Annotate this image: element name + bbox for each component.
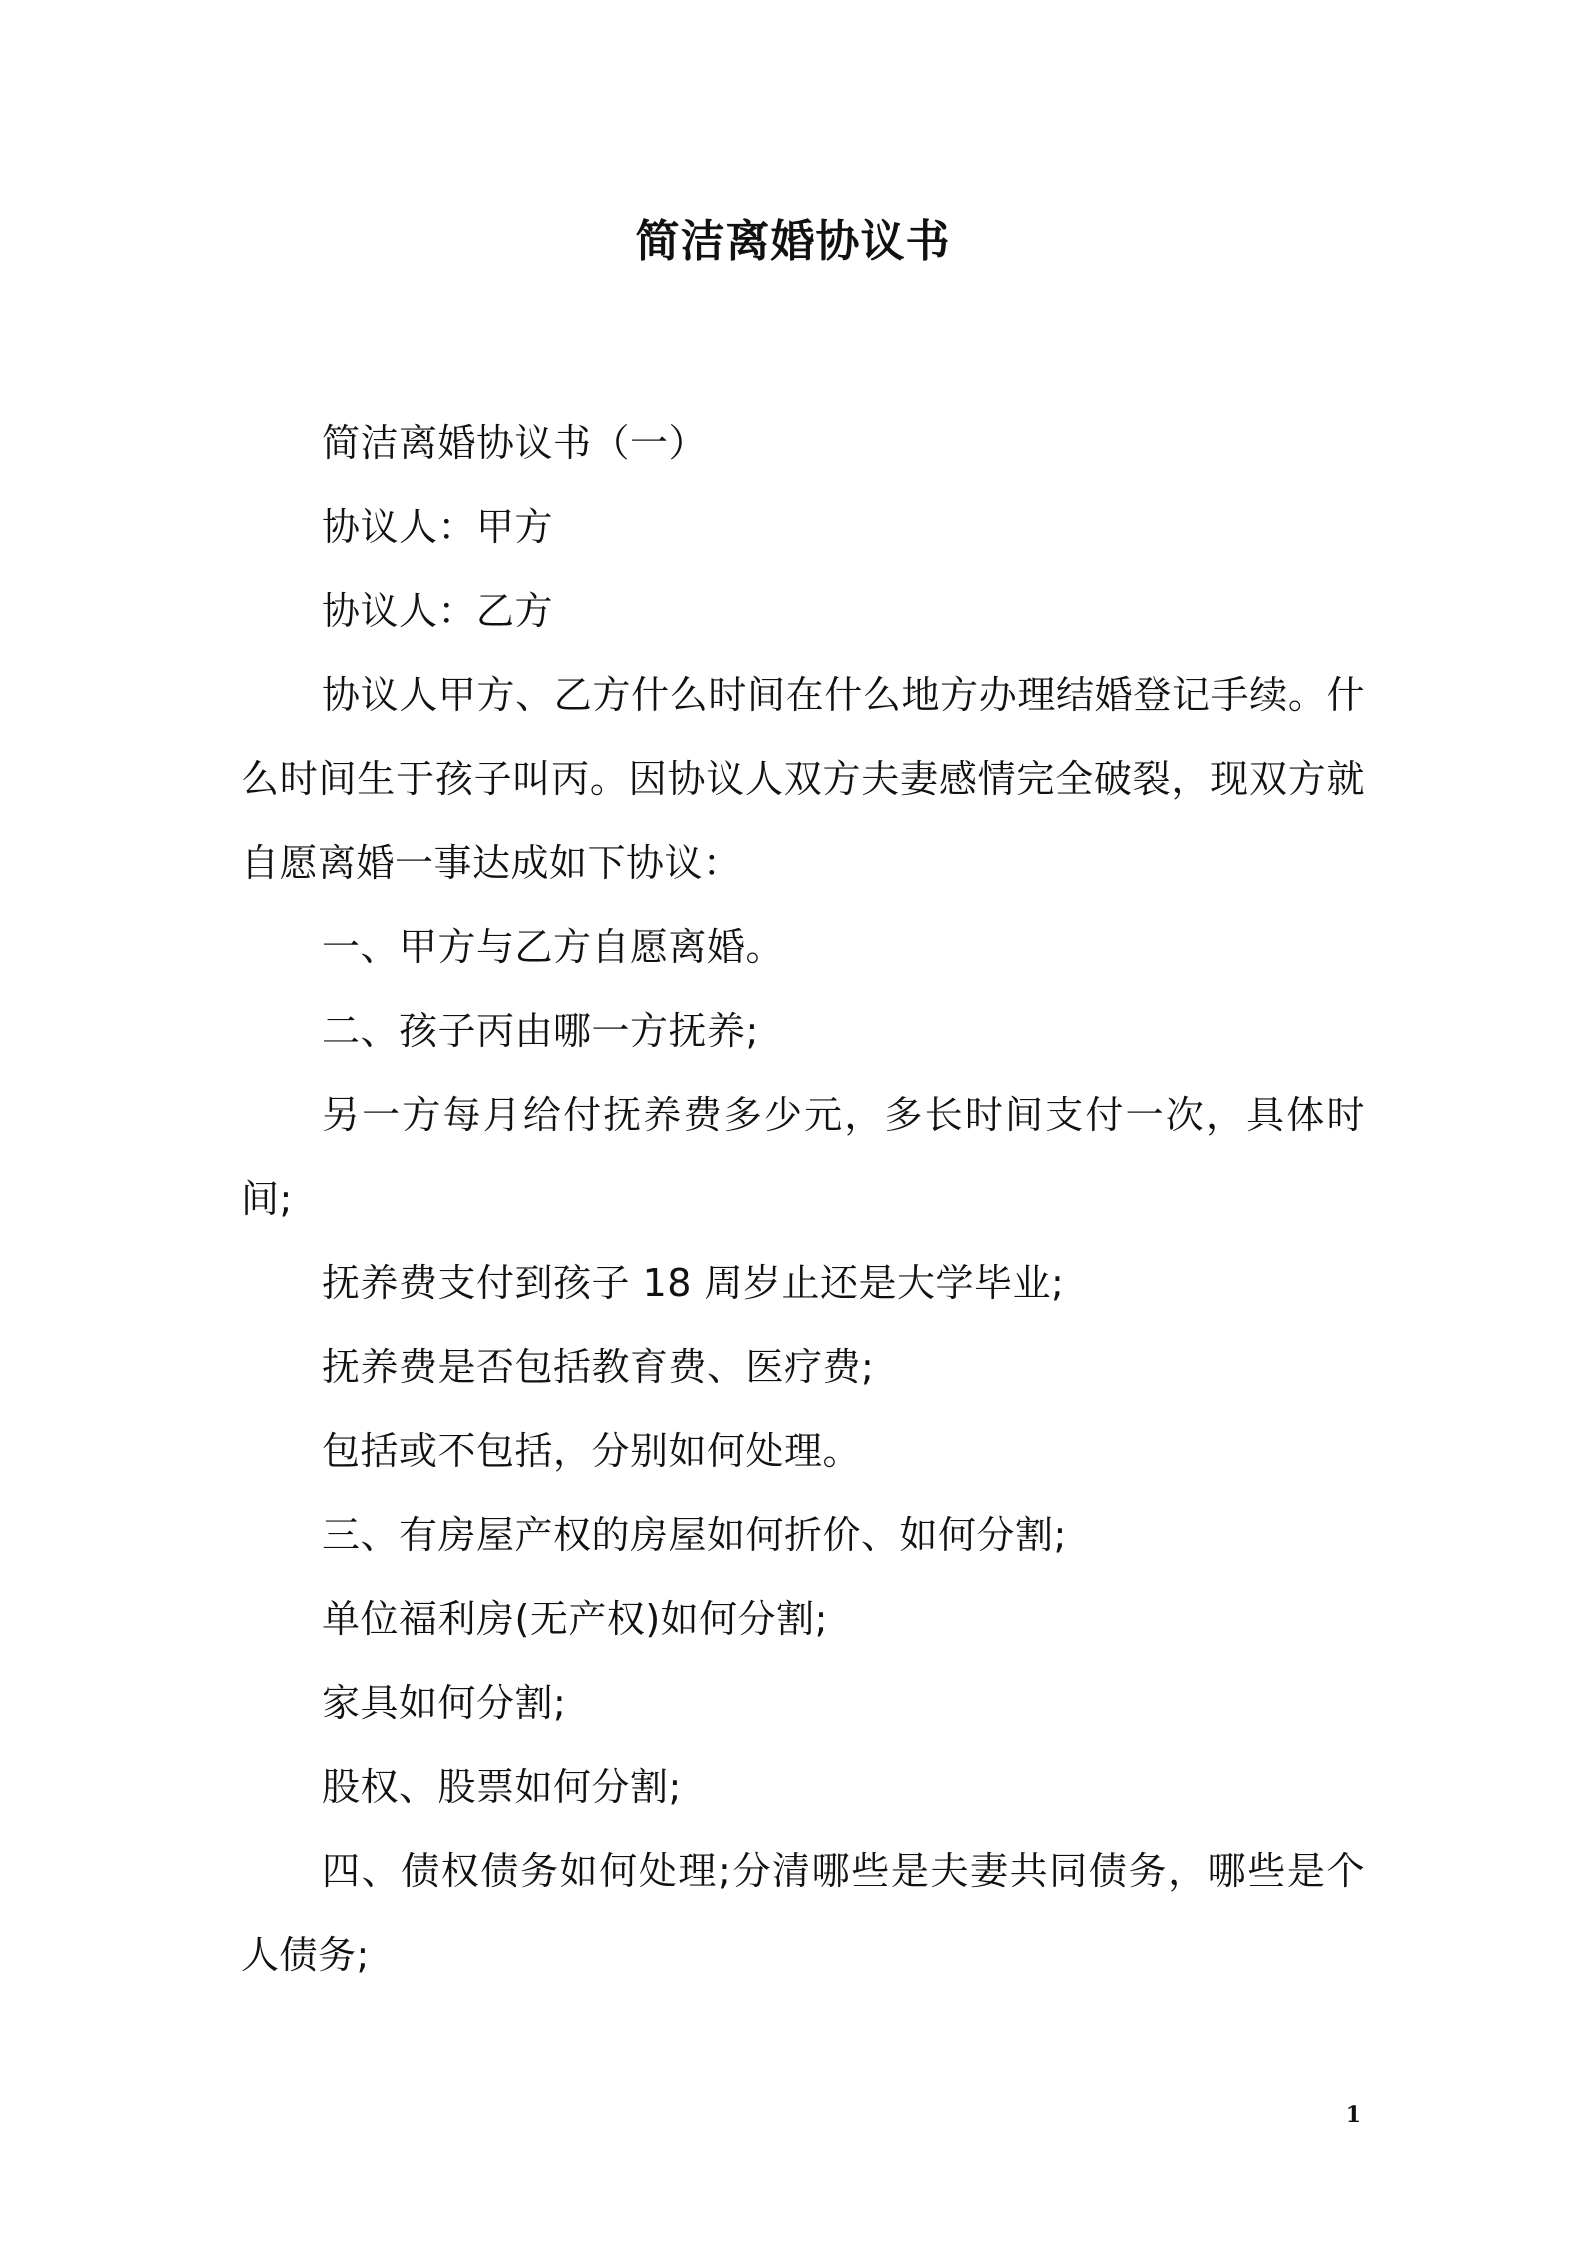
paragraph-clause-2: 二、孩子丙由哪一方抚养; [322, 1009, 759, 1053]
document-body [241, 401, 1365, 1997]
paragraph-clause-1: 一、甲方与乙方自愿离婚。 [322, 925, 785, 969]
paragraph-support-handling: 包括或不包括，分别如何处理。 [322, 1429, 862, 1473]
paragraph-support-coverage: 抚养费是否包括教育费、医疗费; [322, 1345, 875, 1389]
paragraph-support-duration: 抚养费支付到孩子 18 周岁止还是大学毕业; [322, 1261, 1065, 1305]
paragraph-clause-3: 三、有房屋产权的房屋如何折价、如何分割; [322, 1513, 1067, 1557]
paragraph-heading: 简洁离婚协议书（一） [322, 421, 708, 465]
paragraph-furniture: 家具如何分割; [322, 1681, 567, 1725]
paragraph-party-b: 协议人：乙方 [322, 589, 554, 633]
paragraph-welfare-housing: 单位福利房(无产权)如何分割; [322, 1597, 828, 1641]
paragraph-support-amount: 另一方每月给付抚养费多少元，多长时间支付一次，具体时间; [241, 1093, 1365, 1221]
paragraph-party-a: 协议人：甲方 [322, 505, 554, 549]
document-title: 简洁离婚协议书 [635, 216, 951, 267]
paragraph-preamble: 协议人甲方、乙方什么时间在什么地方办理结婚登记手续。什么时间生于孩子叫丙。因协议人双方夫妻感情完全破裂，现双方就自愿离婚一事达成如下协议： [241, 673, 1365, 885]
paragraph-clause-4: 四、债权债务如何处理;分清哪些是夫妻共同债务，哪些是个人债务; [241, 1849, 1365, 1977]
paragraph-equity: 股权、股票如何分割; [322, 1765, 682, 1809]
page-number: 1 [1345, 2102, 1361, 2128]
